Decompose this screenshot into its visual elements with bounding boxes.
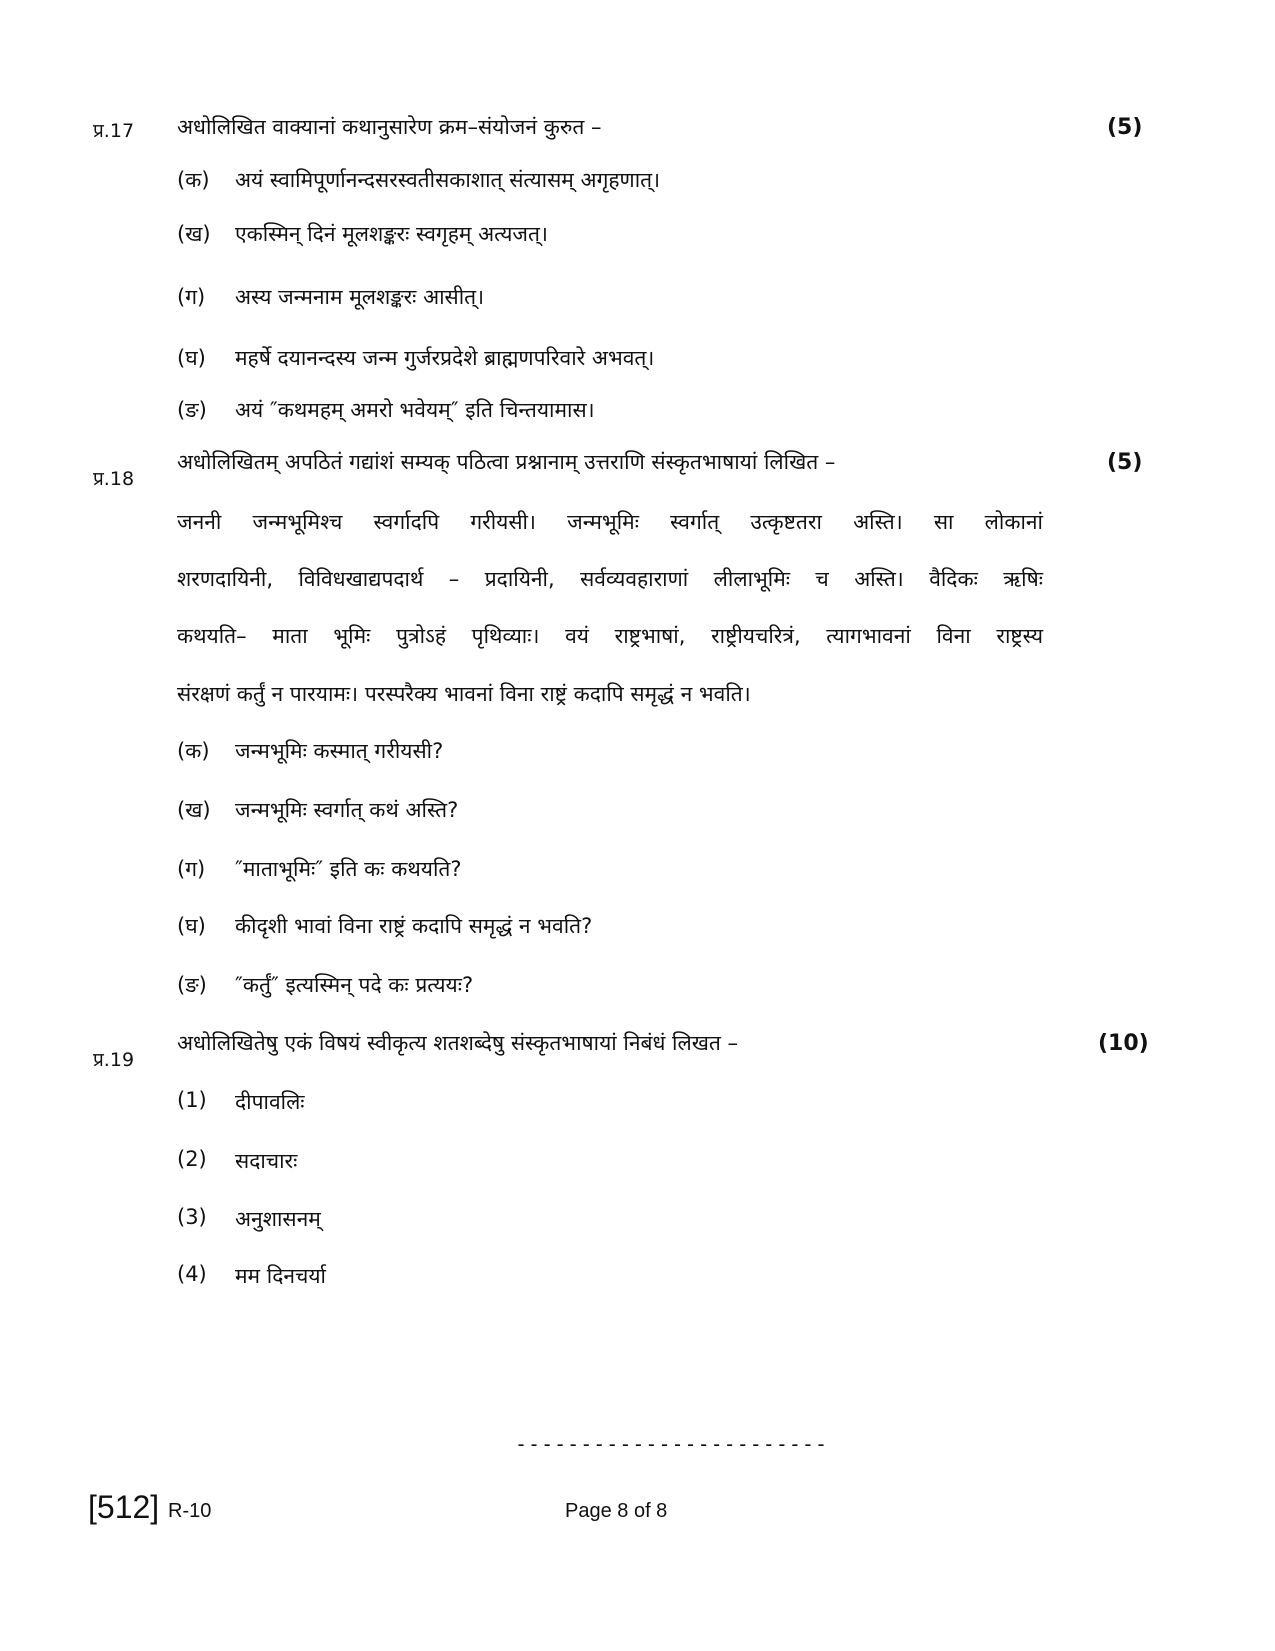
q17-item-label: (ङ) — [177, 398, 207, 422]
q19-item-text: मम दिनचर्या — [235, 1264, 326, 1288]
q19-item-label: (1) — [177, 1088, 207, 1112]
q17-item-text: एकस्मिन् दिनं मूलशङ्करः स्वगृहम् अत्यजत्। — [235, 222, 548, 246]
page-number: Page 8 of 8 — [565, 1500, 668, 1522]
q18-item-label: (ङ) — [177, 973, 207, 997]
q19-item-text: सदाचारः — [235, 1149, 298, 1173]
q18-item-label: (ख) — [177, 798, 211, 822]
q17-item-text: अयं ″कथमहम् अमरो भवेयम्″ इति चिन्तयामास। — [235, 398, 595, 422]
passage-line: संरक्षणं कर्तुं न पारयामः। परस्परैक्य भावनां विना राष्ट्रं कदापि समृद्धं न भवति। — [177, 682, 751, 706]
q19-item-label: (4) — [177, 1262, 207, 1286]
question-18-marks: (5) — [1107, 450, 1143, 475]
q19-item-label: (3) — [177, 1205, 207, 1229]
q18-item-text: ″माताभूमिः″ इति कः कथयति? — [235, 857, 462, 881]
end-divider: ------------------------ — [515, 1432, 828, 1456]
q17-item-label: (घ) — [177, 346, 206, 370]
passage-line: शरणदायिनी, विविधखाद्यपदार्थ – प्रदायिनी, सर्वव्यवहाराणां लीलाभूमिः च अस्ति। वैदिकः ऋषिः — [177, 567, 1043, 591]
question-19-text: अधोलिखितेषु एकं विषयं स्वीकृत्य शतशब्देषु संस्कृतभाषायां निबंधं लिखत – — [177, 1031, 739, 1055]
question-17-marks: (5) — [1107, 115, 1143, 140]
q18-item-text: कीदृशी भावां विना राष्ट्रं कदापि समृद्धं न भवति? — [235, 914, 593, 938]
q17-item-label: (ग) — [177, 285, 206, 309]
q18-item-text: जन्मभूमिः कस्मात् गरीयसी? — [235, 739, 444, 763]
q19-item-label: (2) — [177, 1147, 207, 1171]
q17-item-text: महर्षे दयानन्दस्य जन्म गुर्जरप्रदेशे ब्राह्मणपरिवारे अभवत्। — [235, 346, 655, 370]
q18-item-text: ″कर्तुं″ इत्यस्मिन् पदे कः प्रत्ययः? — [235, 973, 474, 997]
paper-code-suffix: R-10 — [168, 1500, 212, 1522]
question-19-marks: (10) — [1098, 1031, 1149, 1056]
q18-item-label: (क) — [177, 739, 210, 763]
q18-item-text: जन्मभूमिः स्वर्गात् कथं अस्ति? — [235, 798, 459, 822]
question-18-number: प्र.18 — [93, 468, 135, 490]
q19-item-text: दीपावलिः — [235, 1090, 305, 1114]
question-17-number: प्र.17 — [93, 120, 135, 142]
q17-item-label: (क) — [177, 168, 210, 192]
question-18-text: अधोलिखितम् अपठितं गद्यांशं सम्यक् पठित्वा प्रश्नानाम् उत्तराणि संस्कृतभाषायां लिखित – — [177, 450, 836, 474]
q19-item-text: अनुशासनम् — [235, 1207, 321, 1231]
q18-item-label: (घ) — [177, 914, 206, 938]
question-19-number: प्र.19 — [93, 1049, 135, 1071]
question-17-text: अधोलिखित वाक्यानां कथानुसारेण क्रम–संयोजनं कुरुत – — [177, 115, 602, 139]
q17-item-text: अस्य जन्मनाम मूलशङ्करः आसीत्। — [235, 285, 485, 309]
q17-item-text: अयं स्वामिपूर्णानन्दसरस्वतीसकाशात् संत्यासम् अगृहणात्। — [235, 168, 661, 192]
passage-line: कथयति– माता भूमिः पुत्रोऽहं पृथिव्याः। वयं राष्ट्रभाषां, राष्ट्रीयचरित्रं, त्यागभावनां विना राष्ट्रस्य — [177, 624, 1043, 648]
q17-item-label: (ख) — [177, 222, 211, 246]
paper-code: [512] — [88, 1489, 160, 1525]
q18-item-label: (ग) — [177, 857, 206, 881]
passage-line: जननी जन्मभूमिश्च स्वर्गादपि गरीयसी। जन्मभूमिः स्वर्गात् उत्कृष्टतरा अस्ति। सा लोकानां — [177, 510, 1043, 534]
